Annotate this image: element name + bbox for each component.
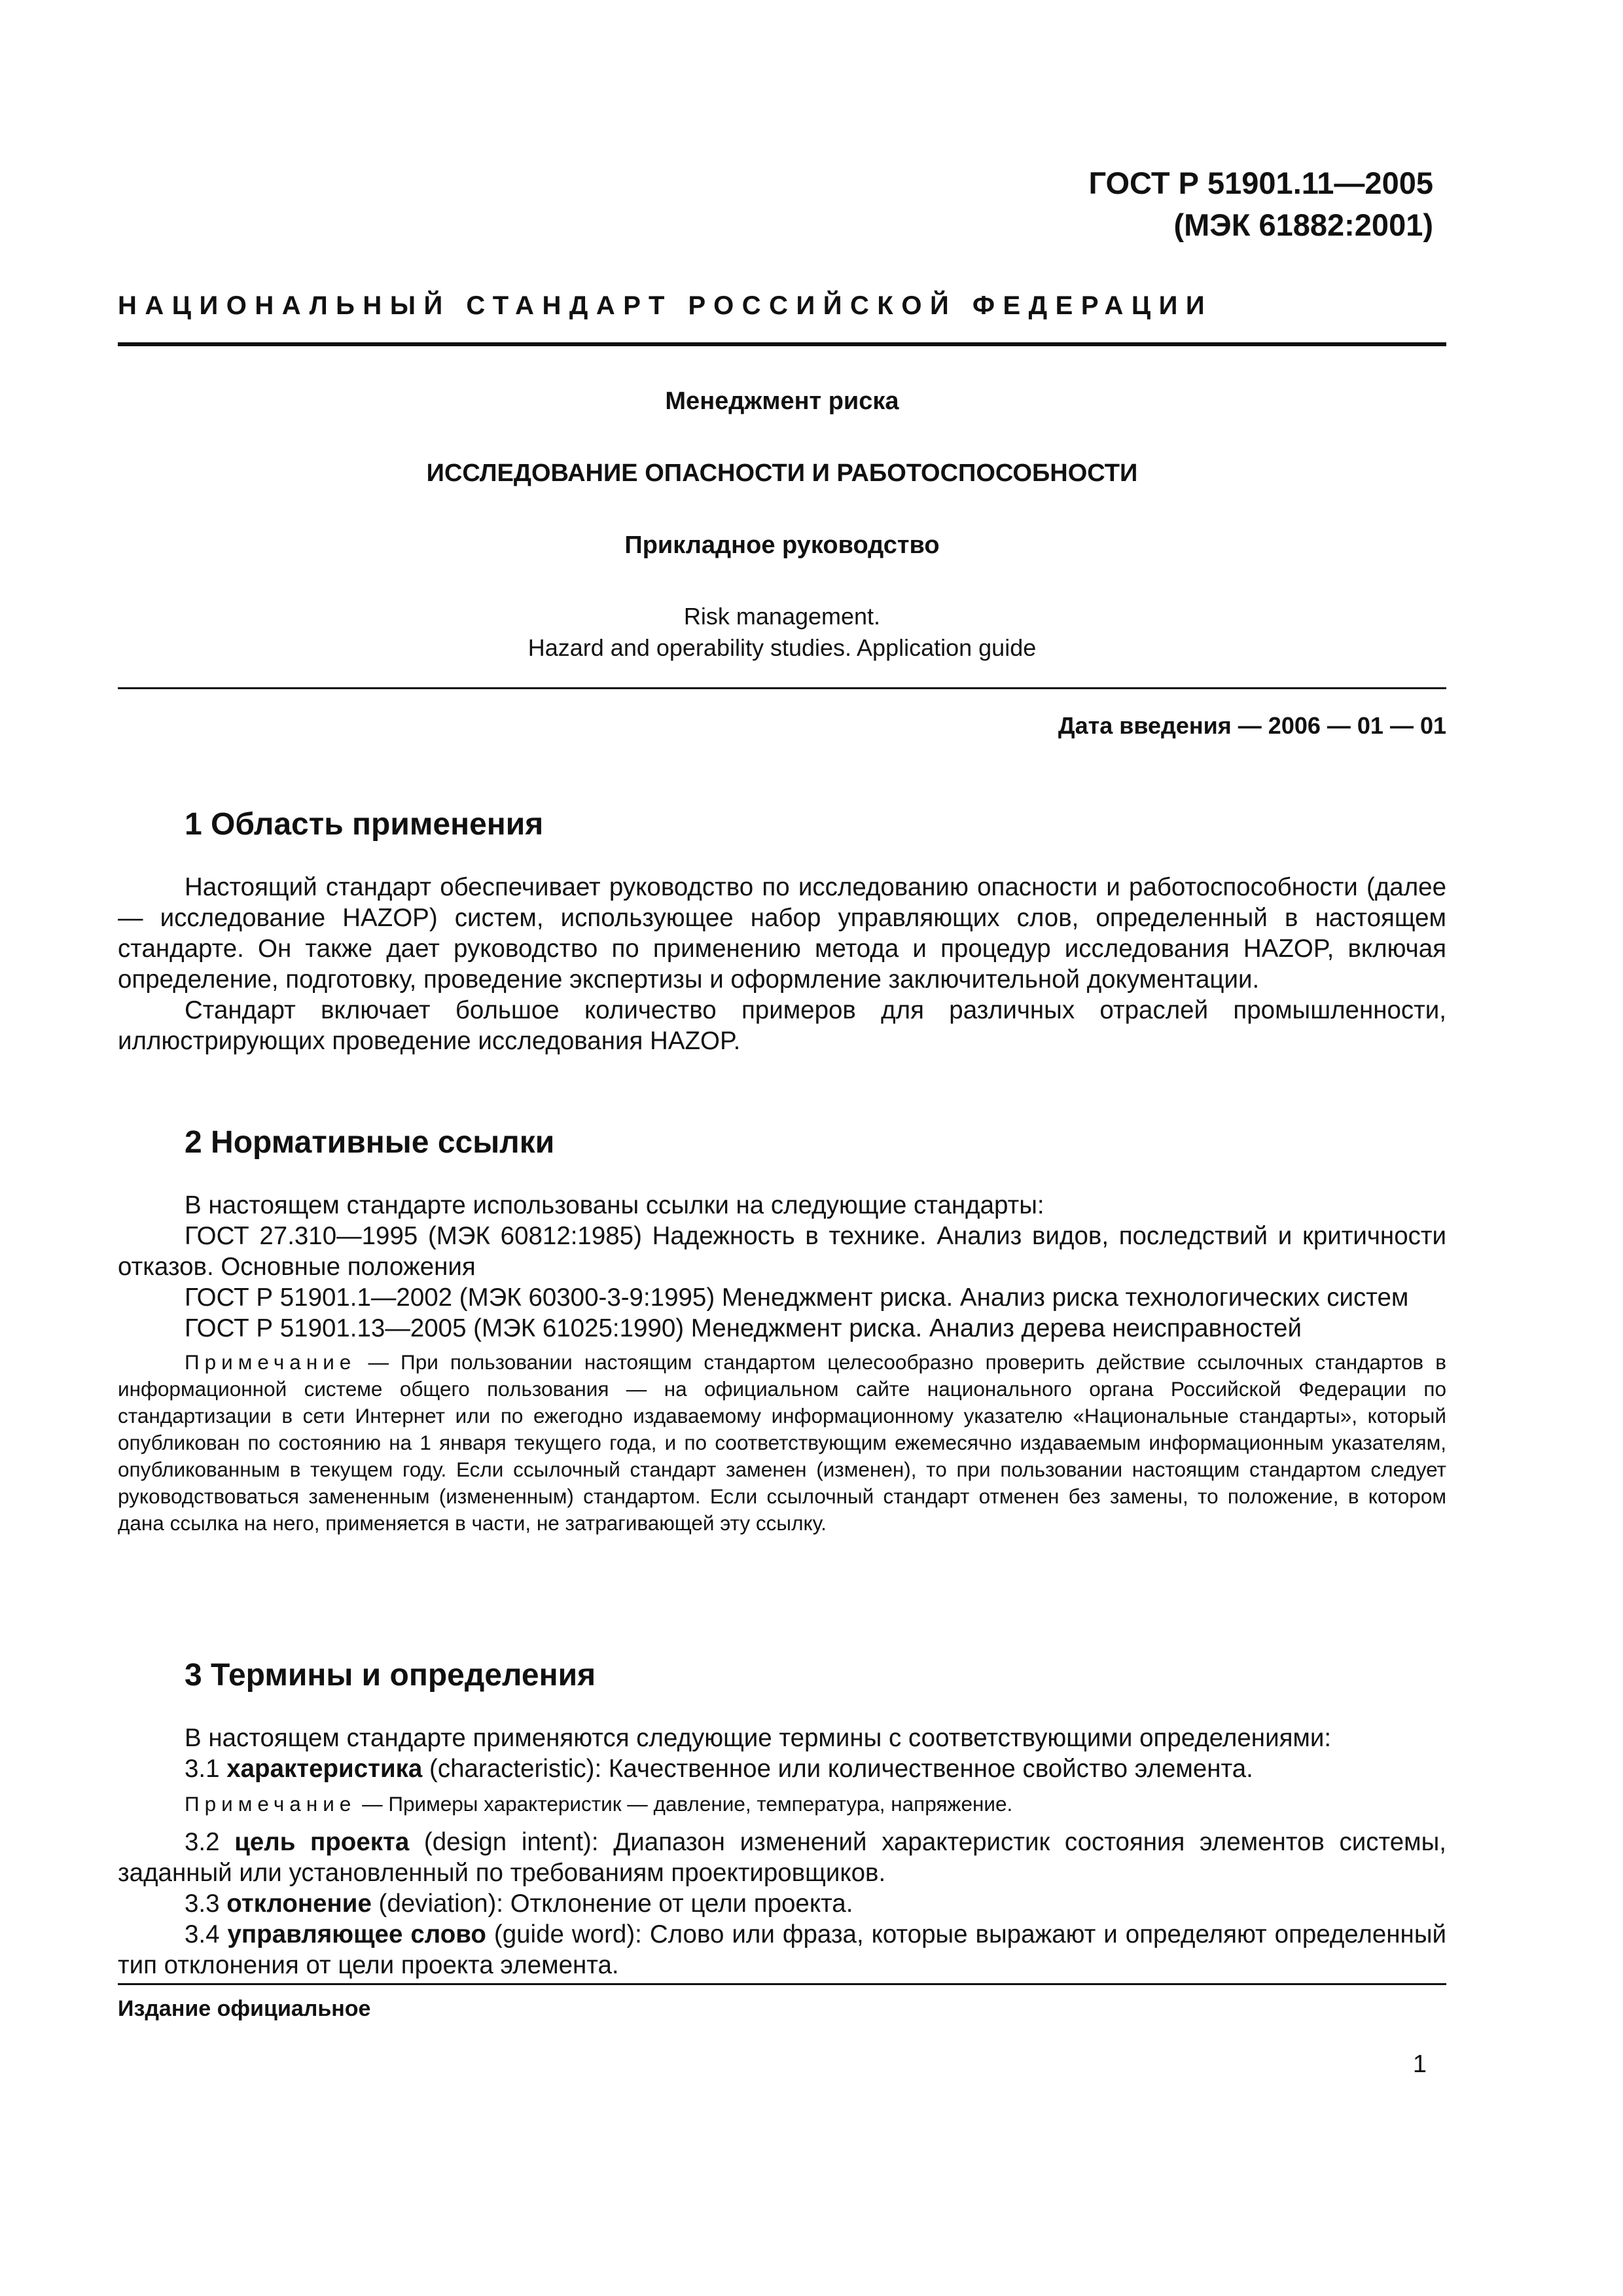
term-name: управляющее слово bbox=[227, 1920, 486, 1948]
note-label: Примечание bbox=[185, 1350, 357, 1374]
term-name: цель проекта bbox=[234, 1828, 410, 1856]
section-3-intro: В настоящем стандарте применяются следующие термины с соответствующими определениями: bbox=[185, 1724, 1332, 1752]
section-2-heading: 2 Нормативные ссылки bbox=[185, 1125, 555, 1160]
term-definition bbox=[118, 1888, 1446, 1919]
section-3-body bbox=[118, 1723, 1446, 1981]
term-english: (design intent): bbox=[409, 1828, 614, 1856]
national-standard-line: НАЦИОНАЛЬНЫЙ СТАНДАРТ РОССИЙСКОЙ ФЕДЕРАЦИИ bbox=[118, 291, 1213, 320]
header-divider bbox=[118, 342, 1446, 346]
standard-number: ГОСТ Р 51901.11—2005 bbox=[1088, 166, 1433, 200]
section-1-paragraph: Настоящий стандарт обеспечивает руководство по исследованию опасности и работоспособности (далее — исследование HAZOP) систем, использующее набор управляющих слов, определенный в настоящем стандарте. Он также дает руководство по применению метода и процедур исследования HAZOP, включая определение, подготовку, проведение экспертизы и оформление заключительной документации. bbox=[118, 873, 1446, 994]
english-title bbox=[118, 601, 1446, 664]
term-english: (guide word): bbox=[486, 1920, 650, 1948]
term-name: характеристика bbox=[226, 1755, 423, 1783]
normative-reference: ГОСТ Р 51901.1—2002 (МЭК 60300-3-9:1995) Менеджмент риска. Анализ риска технологических систем bbox=[185, 1283, 1409, 1312]
section-1-heading: 1 Область применения bbox=[185, 807, 544, 842]
section-2-body bbox=[118, 1190, 1446, 1537]
title-line-3: Прикладное руководство bbox=[624, 531, 940, 559]
section-2-intro: В настоящем стандарте использованы ссылки на следующие стандарты: bbox=[185, 1191, 1044, 1219]
term-english: (deviation): bbox=[371, 1890, 510, 1918]
title-divider bbox=[118, 687, 1446, 689]
term-number: 3.1 bbox=[185, 1755, 220, 1783]
english-title-line-1: Risk management. bbox=[683, 603, 881, 630]
section-1-body bbox=[118, 872, 1446, 1056]
normative-reference: ГОСТ 27.310—1995 (МЭК 60812:1985) Надежность в технике. Анализ видов, последствий и критичности отказов. Основные положения bbox=[118, 1222, 1446, 1281]
note-label: Примечание bbox=[185, 1792, 357, 1816]
term-name: отклонение bbox=[226, 1890, 372, 1918]
term-text: Диапазон изменений характеристик состояния элементов системы, заданный или установленный по требованиям проектировщиков. bbox=[118, 1828, 1446, 1887]
english-title-line-2: Hazard and operability studies. Application guide bbox=[527, 634, 1037, 661]
term-text: Качественное или количественное свойство элемента. bbox=[608, 1755, 1253, 1783]
section-3-heading: 3 Термины и определения bbox=[185, 1658, 596, 1693]
normative-reference: ГОСТ Р 51901.13—2005 (МЭК 61025:1990) Менеджмент риска. Анализ дерева неисправностей bbox=[185, 1314, 1302, 1342]
term-text: Отклонение от цели проекта. bbox=[510, 1890, 853, 1918]
document-identifier bbox=[1088, 162, 1433, 246]
term-text: Слово или фраза, которые выражают и определяют определенный тип отклонения от цели проекта элемента. bbox=[118, 1920, 1446, 1979]
term-number: 3.4 bbox=[185, 1920, 220, 1948]
term-definition bbox=[118, 1827, 1446, 1888]
section-3-note bbox=[118, 1791, 1446, 1818]
official-edition-label: Издание официальное bbox=[118, 1996, 371, 2021]
term-english: (characteristic): bbox=[422, 1755, 609, 1783]
title-line-1: Менеджмент риска bbox=[665, 387, 899, 415]
iec-number: (МЭК 61882:2001) bbox=[1173, 207, 1433, 242]
term-definition bbox=[118, 1919, 1446, 1981]
term-number: 3.2 bbox=[185, 1828, 220, 1856]
term-definition bbox=[118, 1753, 1446, 1784]
date-of-introduction: Дата введения — 2006 — 01 — 01 bbox=[1058, 712, 1446, 739]
page-number: 1 bbox=[1412, 2051, 1427, 2078]
section-1-paragraph: Стандарт включает большое количество примеров для различных отраслей промышленности, иллюстрирующих проведение исследования HAZOP. bbox=[118, 996, 1446, 1055]
footer-divider bbox=[118, 1983, 1446, 1985]
note-text: — При пользовании настоящим стандартом целесообразно проверить действие ссылочных стандартов в информационной системе общего пользования — на официальном сайте национального органа Российской Федерации по стандартизации в сети Интернет или по ежегодно издаваемому информационному указателю «Национальные стандарты», который опубликован по состоянию на 1 января текущего года, и по соответствующим ежемесячно издаваемым информационным указателям, опубликованным в текущем году. Если ссылочный стандарт заменен (изменен), то при пользовании настоящим стандартом следует руководствоваться замененным (измененным) стандартом. Если ссылочный стандарт отменен без замены, то положение, в котором дана ссылка на него, применяется в части, не затрагивающей эту ссылку. bbox=[118, 1350, 1446, 1535]
section-2-note bbox=[118, 1349, 1446, 1537]
term-number: 3.3 bbox=[185, 1890, 220, 1918]
title-line-2: ИССЛЕДОВАНИЕ ОПАСНОСТИ И РАБОТОСПОСОБНОСТИ bbox=[426, 459, 1138, 487]
note-text: — Примеры характеристик — давление, температура, напряжение. bbox=[356, 1792, 1013, 1816]
